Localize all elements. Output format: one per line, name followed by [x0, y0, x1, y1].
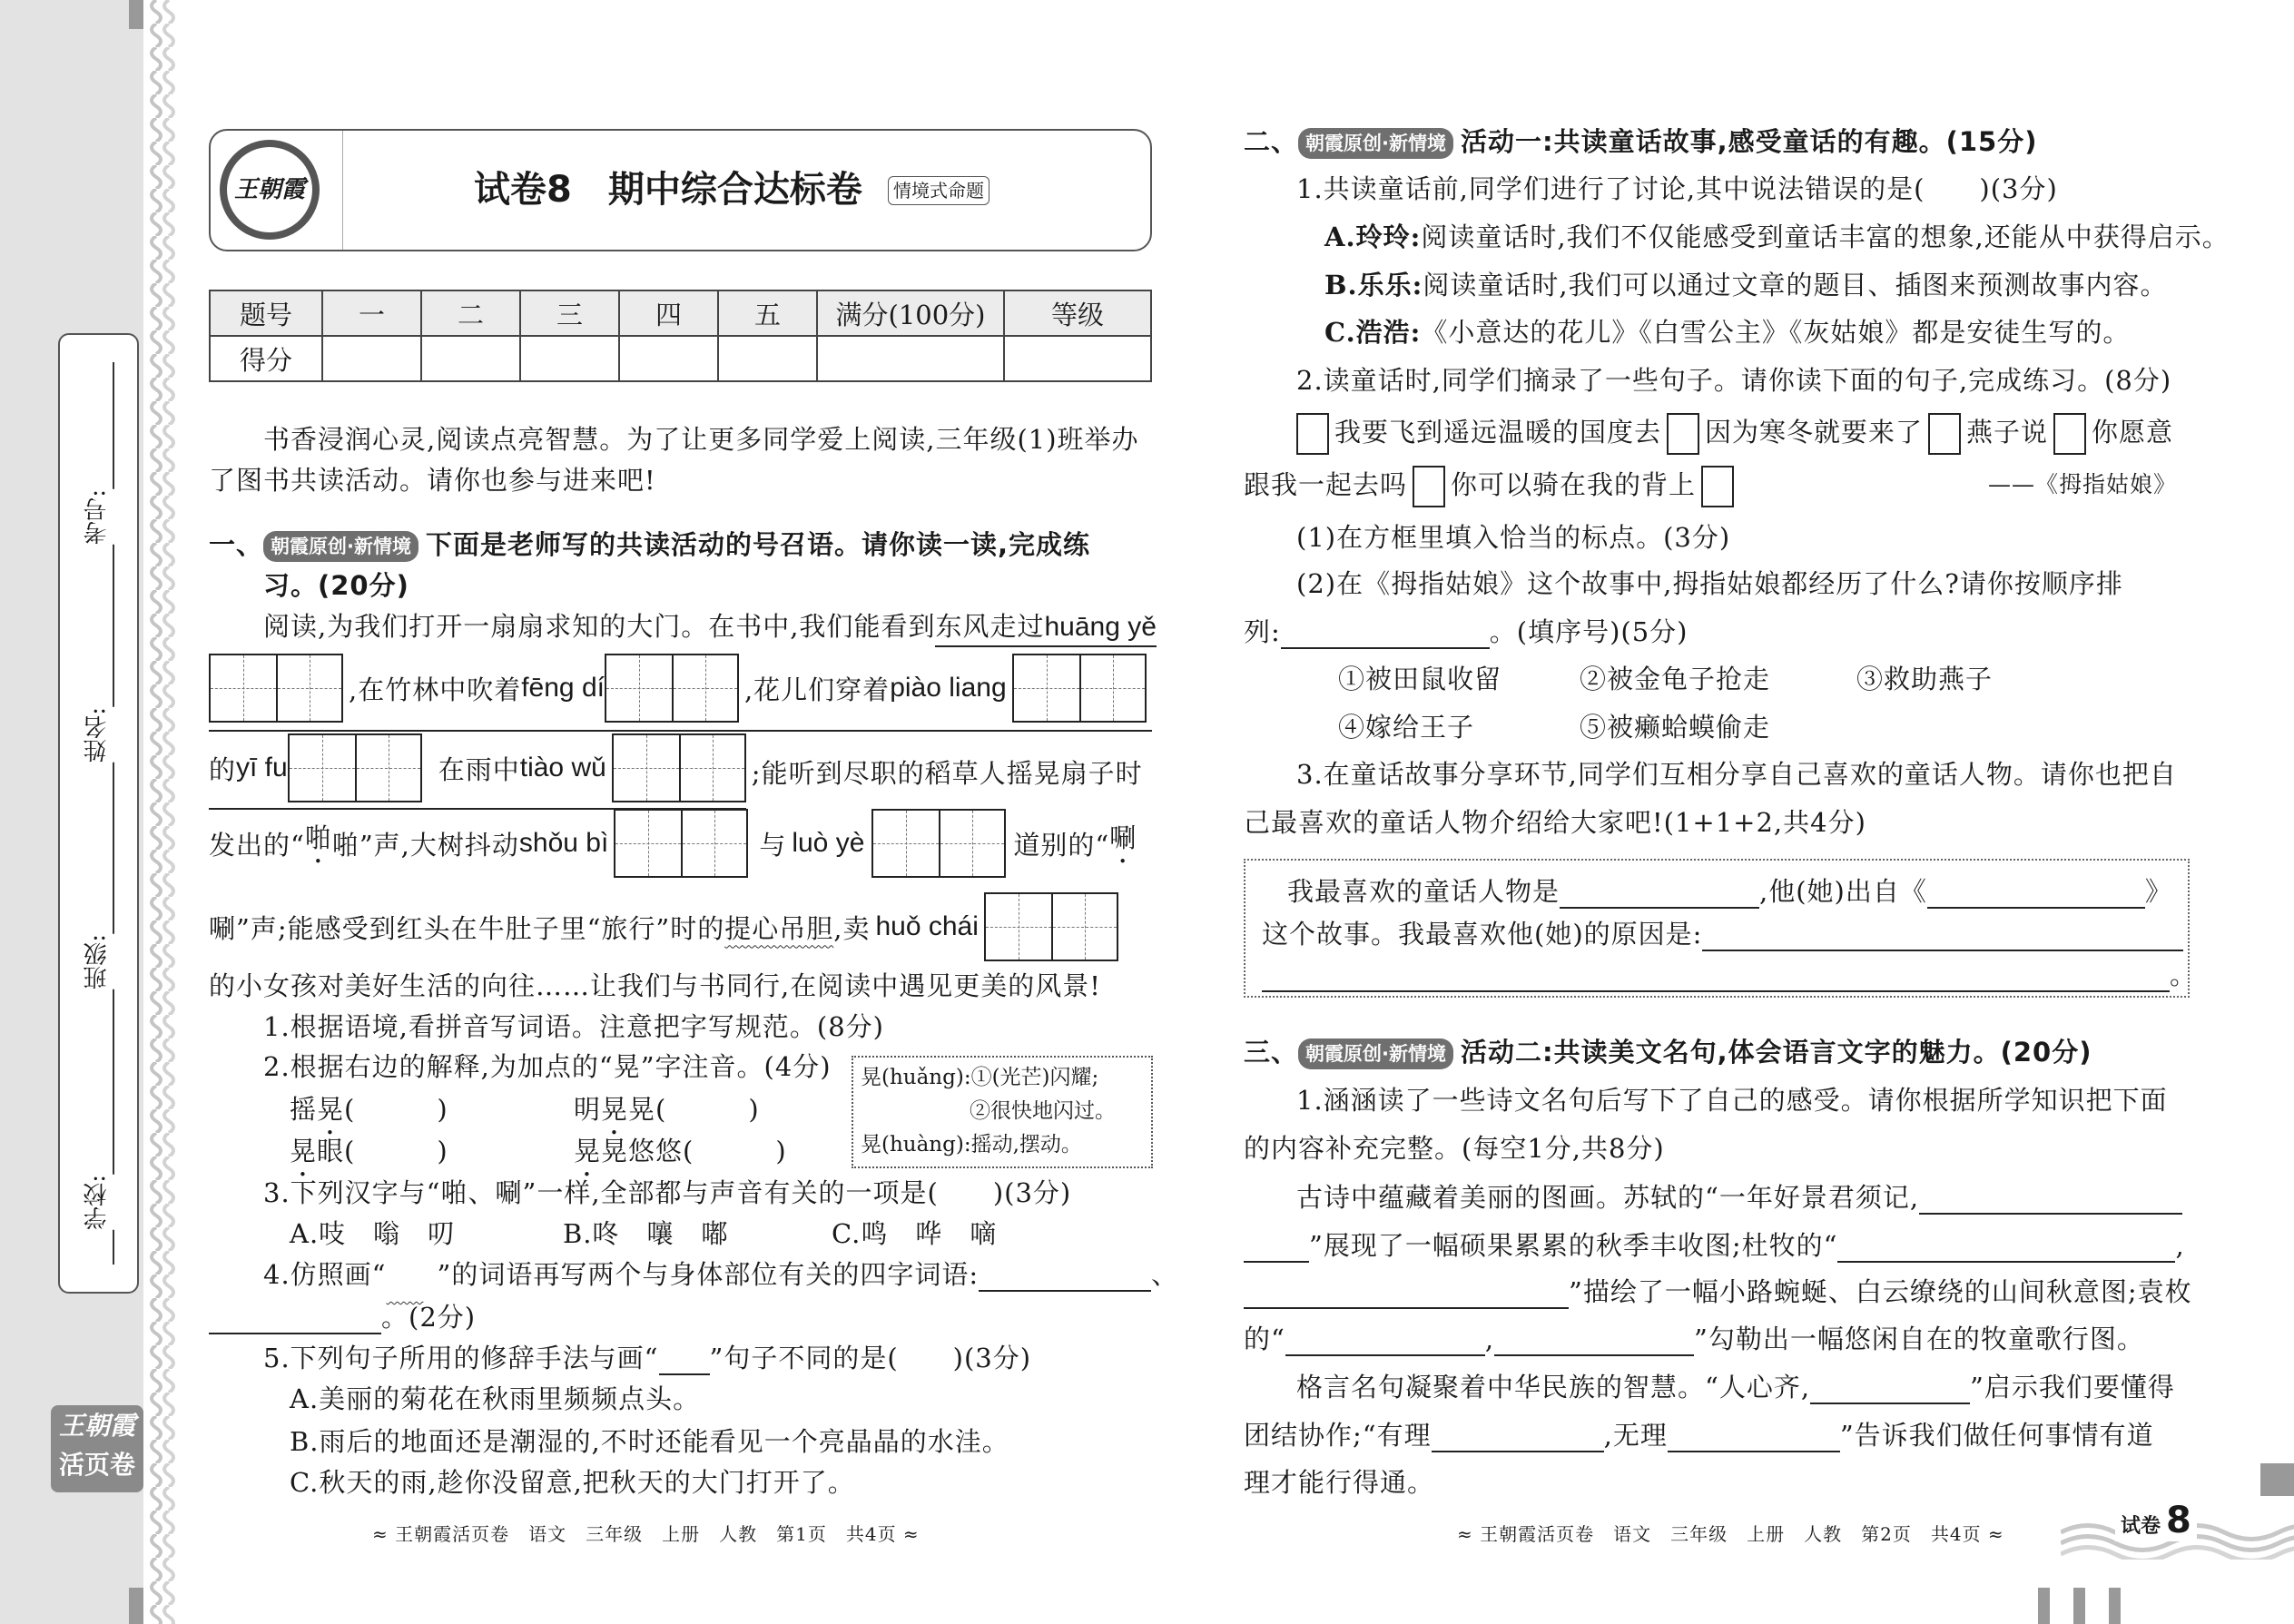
option[interactable]: A.美丽的菊花在秋雨里频频点头。 [290, 1383, 701, 1414]
score-cell[interactable] [718, 336, 817, 381]
question-2: 2.读童话时,同学们摘录了一些句子。请你读下面的句子,完成练习。(8分) [1296, 365, 2172, 396]
score-header: 题号 [210, 290, 322, 336]
score-header: 等级 [1004, 290, 1151, 336]
answer-grid[interactable] [605, 654, 739, 723]
answer-blank[interactable] [1668, 1422, 1840, 1452]
passage-text: 阅读,为我们打开一扇扇求知的大门。在书中,我们能看到 [263, 611, 936, 642]
footer-right: ≈ 王朝霞活页卷 语文 三年级 上册 人教 第2页 共4页 ≈ [1457, 1523, 2004, 1545]
underlined-phrase [935, 611, 1156, 647]
binding-mark [2109, 1588, 2121, 1624]
pinyin: luò yè [792, 828, 865, 858]
score-header: 五 [718, 290, 817, 336]
answer-blank[interactable] [1810, 1373, 1970, 1404]
question-2-1: (1)在方框里填入恰当的标点。(3分) [1296, 522, 1731, 553]
quote-line: 我要飞到遥远温暖的国度去 因为寒冬就要来了 燕子说 你愿意 [1291, 408, 2173, 456]
punct-box[interactable] [1296, 413, 1329, 455]
option[interactable]: A.玲玲:阅读童话时,我们不仅能感受到童话丰富的想象,还能从中获得启示。 [1324, 221, 2230, 252]
q2-word: 明晃晃( ) [574, 1094, 760, 1125]
q2-word [290, 1127, 448, 1175]
question-3: 3.在童话故事分享环节,同学们互相分享自己喜欢的童话人物。请你也把自 [1296, 759, 2177, 790]
intro-line: 了图书共读活动。请你也参与进来吧! [209, 465, 656, 496]
dotted-char: 晃 [290, 1136, 318, 1166]
question-4-cont: 。(2分) [209, 1294, 476, 1341]
answer-blank[interactable] [1262, 961, 2170, 992]
passage-text: ,卖 [833, 912, 871, 944]
student-info-box [58, 333, 139, 1294]
event-item: ②被金龟子抢走 [1580, 664, 1771, 694]
score-cell[interactable] [421, 336, 520, 381]
fill-line: 格言名句凝聚着中华民族的智慧。“人心齐, ”启示我们要懂得 [1296, 1372, 2175, 1403]
answer-blank[interactable] [1432, 1422, 1604, 1452]
question-4: 4.仿照画“ ”的词语再写两个与身体部位有关的四字词语: 、 [263, 1259, 1179, 1290]
dotted-char: 晃 [601, 1094, 629, 1125]
section-badge: 朝霞原创·新情境 [1298, 128, 1453, 159]
logo-seal [220, 140, 320, 240]
event-item: ⑤被癞蛤蟆偷走 [1580, 712, 1771, 743]
score-table [209, 290, 1152, 382]
score-table-header-row [210, 290, 1151, 336]
title-tag: 情境式命题 [888, 176, 989, 205]
edge-tab [2260, 1463, 2294, 1496]
answer-blank[interactable] [1702, 920, 2183, 951]
name-label: 姓名: [80, 707, 116, 763]
answer-blank[interactable] [1919, 1184, 2182, 1215]
passage-row [209, 809, 1137, 878]
question-3-cont: 己最喜欢的童话人物介绍给大家吧!(1+1+2,共4分) [1244, 807, 1866, 838]
brand-bottom: 活页卷 [58, 1450, 135, 1480]
answer-grid[interactable] [871, 809, 1006, 878]
answer-line: 。 [1262, 951, 2197, 999]
passage-text: ,在竹林中吹着 [349, 674, 522, 705]
fill-line: ”描绘了一幅小路蜿蜒、白云缭绕的山间秋意图;袁枚 [1244, 1268, 2192, 1315]
passage-text: 在雨中 [438, 753, 520, 785]
answer-paren[interactable]: 眼( ) [317, 1136, 448, 1166]
answer-grid[interactable] [614, 809, 748, 878]
answer-line: 我最喜欢的童话人物是 ,他(她)出自《 》 [1287, 876, 2172, 907]
score-header: 二 [421, 290, 520, 336]
passage-row [209, 654, 1152, 732]
q2-word: 摇晃( ) [290, 1094, 448, 1125]
dotted-char: 唰 [1109, 822, 1137, 853]
event-item: ④嫁给王子 [1338, 712, 1475, 743]
passage-text: ,花儿们穿着 [743, 674, 891, 705]
definition-line: 晃(huǎng):①(光芒)闪耀; [861, 1066, 1099, 1089]
question-1: 1.涵涵读了一些诗文名句后写下了自己的感受。请你根据所学知识把下面 [1296, 1085, 2168, 1116]
pinyin: piào liang [890, 673, 1007, 703]
wavy-sample-mark [387, 1261, 438, 1292]
passage-text: ;能听到尽职的稻草人摇晃扇子时 [751, 757, 1143, 789]
underlined-segment [209, 733, 746, 810]
question-1: 1.根据语境,看拼音写词语。注意把字写规范。(8分) [263, 1011, 884, 1042]
passage-row [209, 733, 1152, 810]
score-cell[interactable] [1004, 336, 1151, 381]
class-label: 班级: [80, 934, 116, 989]
binding-mark [129, 0, 143, 29]
paper-header [209, 129, 1152, 251]
dotted-char: 啪 [304, 822, 332, 853]
pinyin: yī fu [236, 753, 288, 782]
answer-grid[interactable] [984, 892, 1118, 961]
answer-line: 这个故事。我最喜欢他(她)的原因是: [1262, 910, 2183, 958]
brand-top: 王朝霞 [58, 1411, 135, 1441]
score-header: 四 [619, 290, 718, 336]
exam-number-label: 考号: [80, 489, 116, 545]
score-cell[interactable] [619, 336, 718, 381]
passage-text: 啪”声,大树抖动 [331, 829, 519, 861]
intro-line: 书香浸润心灵,阅读点亮智慧。为了让更多同学爱上阅读,三年级(1)班举办 [263, 424, 1139, 455]
answer-blank[interactable] [1244, 1278, 1569, 1309]
answer-paren[interactable]: 晃悠悠( ) [601, 1136, 787, 1166]
binding-mark [129, 1588, 143, 1624]
definition-line: 晃(huàng):摇动,摆动。 [861, 1133, 1082, 1156]
definition-line: ②很快地闪过。 [970, 1099, 1116, 1123]
answer-grid[interactable] [288, 733, 422, 802]
page-title: 试卷8 期中综合达标卷 [474, 169, 862, 211]
score-header: 满分(100分) [817, 290, 1004, 336]
option[interactable]: C.浩浩:《小意达的花儿》《白雪公主》《灰姑娘》都是安徒生写的。 [1324, 317, 2131, 348]
pinyin: huāng yě [1044, 612, 1157, 642]
section-badge: 朝霞原创·新情境 [263, 531, 418, 562]
score-cell[interactable] [322, 336, 421, 381]
dotted-char: 晃 [317, 1094, 345, 1125]
section-2-heading: 二、 朝霞原创·新情境 活动一:共读童话故事,感受童话的有趣。(15分) [1244, 126, 2038, 157]
q2-word [574, 1127, 787, 1175]
option[interactable]: A.吱 嗡 叨 [290, 1218, 456, 1249]
passage-text: 唰”声;能感受到红头在牛肚子里“旅行”时的 [209, 912, 725, 944]
score-row [210, 336, 1151, 381]
question-3: 3.下列汉字与“啪、唰”一样,全部都与声音有关的一项是( )(3分) [263, 1177, 1072, 1208]
section-title: 下面是老师写的共读活动的号召语。请你读一读,完成练 [426, 529, 1091, 560]
school-label: 学校: [80, 1175, 116, 1230]
footer-left: ≈ 王朝霞活页卷 语文 三年级 上册 人教 第1页 共4页 ≈ [372, 1523, 920, 1545]
fill-line: 的“ , ”勾勒出一幅悠闲自在的牧童歌行图。 [1244, 1324, 2144, 1354]
punct-box[interactable] [1413, 466, 1445, 507]
question-2: 2.根据右边的解释,为加点的“晃”字注音。(4分) [263, 1051, 832, 1082]
passage-line [263, 603, 1157, 650]
answer-blank[interactable] [1494, 1325, 1694, 1356]
answer-paren[interactable]: ( ) [344, 1094, 448, 1125]
question-5: 5.下列句子所用的修辞手法与画“ ”句子不同的是( )(3分) [263, 1343, 1032, 1373]
answer-blank[interactable] [1560, 878, 1759, 909]
answer-grid[interactable] [209, 654, 343, 723]
definition-box [852, 1056, 1153, 1168]
score-cell[interactable] [817, 336, 1004, 381]
question-1-cont: 的内容补充完整。(每空1分,共8分) [1244, 1133, 1665, 1164]
fill-line: 团结协作;“有理 ,无理 ”告诉我们做任何事情有道 [1244, 1420, 2154, 1451]
wavy-underlined-phrase: 提心吊胆 [724, 912, 834, 944]
section-number: 一、 [209, 529, 264, 560]
underline-sample-mark [659, 1344, 710, 1375]
passage-line: 的小女孩对美好生活的向往……让我们与书同行,在阅读中遇见更美的风景! [209, 970, 1101, 1001]
header-divider [342, 131, 343, 250]
punct-box[interactable] [1701, 466, 1734, 507]
option[interactable]: B.乐乐:阅读童话时,我们可以通过文章的题目、插图来预测故事内容。 [1324, 270, 2168, 300]
score-row-label: 得分 [210, 336, 322, 381]
passage-text: 东风走过 [935, 611, 1045, 642]
fill-line: ”展现了一幅硕果累累的秋季丰收图;杜牧的“ , [1244, 1222, 2185, 1269]
question-2-2-cont: 列: 。(填序号)(5分) [1244, 616, 1689, 647]
pinyin: shǒu bì [518, 828, 609, 858]
binding-mark [2038, 1588, 2050, 1624]
option[interactable]: C.鸣 哗 嘀 [832, 1218, 998, 1249]
answer-blank[interactable] [1244, 1232, 1309, 1263]
answer-blank[interactable] [1927, 878, 2145, 909]
option[interactable]: C.秋天的雨,趁你没留意,把秋天的大门打开了。 [290, 1467, 855, 1498]
pinyin: huǒ chái [875, 911, 979, 941]
passage-text: 的 [209, 753, 237, 785]
answer-box [1244, 859, 2198, 998]
event-item: ①被田鼠收留 [1338, 664, 1502, 694]
event-item: ③救助燕子 [1856, 664, 1994, 694]
wavy-border-decoration [143, 0, 185, 1624]
answer-blank[interactable] [1281, 618, 1490, 649]
answer-blank[interactable] [979, 1261, 1151, 1292]
logo-text: 王朝霞 [233, 176, 305, 203]
dotted-char: 晃 [574, 1136, 602, 1166]
binding-mark [2073, 1588, 2085, 1624]
passage-row [209, 892, 1118, 961]
quote-source: ——《拇指姑娘》 [1988, 471, 2178, 497]
section-1-heading-cont: 习。(20分) [263, 570, 409, 601]
answer-blank[interactable] [209, 1304, 381, 1334]
answer-paren[interactable]: 晃( ) [628, 1094, 760, 1125]
option[interactable]: B.雨后的地面还是潮湿的,不时还能看见一个亮晶晶的水洼。 [290, 1426, 1009, 1457]
punct-box[interactable] [2053, 413, 2086, 455]
section-3-heading: 三、 朝霞原创·新情境 活动二:共读美文名句,体会语言文字的魅力。(20分) [1244, 1037, 2092, 1068]
passage-text: 与 [759, 829, 787, 861]
fill-line: 古诗中蕴藏着美丽的图画。苏轼的“一年好景君须记, [1296, 1174, 2182, 1221]
question-1: 1.共读童话前,同学们进行了讨论,其中说法错误的是( )(3分) [1296, 173, 2058, 204]
punct-box[interactable] [1667, 413, 1699, 455]
quote-line: 跟我一起去吗 你可以骑在我的背上 [1244, 461, 1739, 508]
question-2-2: (2)在《拇指姑娘》这个故事中,拇指姑娘都经历了什么?请你按顺序排 [1296, 568, 2123, 599]
score-cell[interactable] [520, 336, 619, 381]
passage-text: 道别的“ [1013, 829, 1110, 861]
punct-box[interactable] [1928, 413, 1961, 455]
paper-number-label: 试卷 8 [2115, 1500, 2197, 1541]
score-header: 一 [322, 290, 421, 336]
section-badge: 朝霞原创·新情境 [1298, 1038, 1453, 1069]
answer-grid[interactable] [612, 733, 746, 802]
brand-logo [51, 1405, 143, 1492]
passage-text: 发出的“ [209, 829, 305, 861]
answer-blank[interactable] [1837, 1232, 2175, 1263]
score-header: 三 [520, 290, 619, 336]
pinyin: fēng dí [521, 673, 605, 703]
fill-line: 理才能行得通。 [1244, 1467, 1435, 1498]
answer-grid[interactable] [1012, 654, 1147, 723]
answer-blank[interactable] [1285, 1325, 1485, 1356]
pinyin: tiào wǔ [519, 753, 606, 782]
option[interactable]: B.咚 嚷 嘟 [563, 1218, 729, 1249]
